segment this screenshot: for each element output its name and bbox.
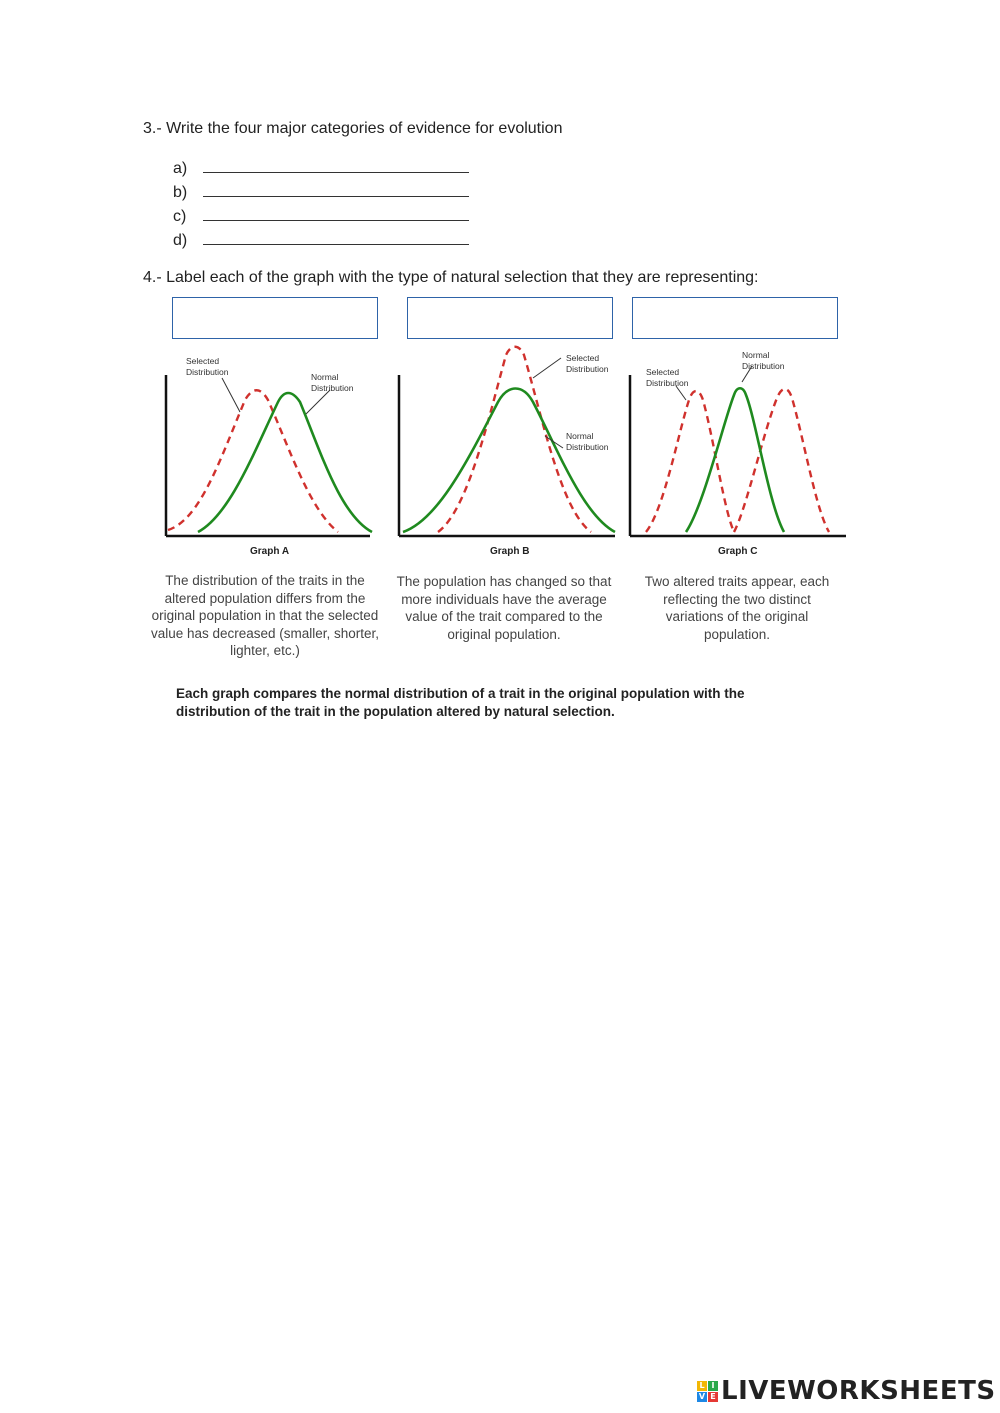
- answer-letter: b): [173, 184, 188, 201]
- graphs-note: Each graph compares the normal distribution of a trait in the original population with the distribution of the trait in the population altered by natural selection.: [176, 686, 745, 719]
- graph-a-selected-label: Selected Distribution: [186, 356, 229, 377]
- answer-d-row: [173, 230, 469, 250]
- graph-b-normal-label: Normal Distribution: [566, 431, 609, 452]
- answer-letter: c): [173, 208, 187, 225]
- label-box-graph-a[interactable]: [172, 297, 378, 339]
- answer-b-input[interactable]: [203, 182, 469, 197]
- graph-c-normal-label: Normal Distribution: [742, 350, 785, 371]
- logo-tile: I: [708, 1381, 718, 1391]
- answer-c-row: [173, 206, 469, 226]
- answer-letter: d): [173, 232, 188, 249]
- answer-a-row: [173, 158, 469, 178]
- graph-a-selected-pointer: [222, 378, 240, 412]
- question-4-text: 4.- Label each of the graph with the type of natural selection that they are representing:: [143, 269, 759, 286]
- graph-a-selected-curve: [168, 390, 338, 532]
- graph-b-normal-curve: [403, 389, 615, 533]
- answer-c-input[interactable]: [203, 206, 469, 221]
- answer-b-row: [173, 182, 469, 202]
- graph-b-title: Graph B: [490, 546, 530, 557]
- graph-c-title: Graph C: [718, 546, 758, 557]
- liveworksheets-logo-icon: [697, 1381, 718, 1402]
- graph-b-selected-label: Selected Distribution: [566, 353, 609, 374]
- liveworksheets-wordmark: LIVEWORKSHEETS: [721, 1376, 996, 1406]
- graph-a-description: The distribution of the traits in the altered population differs from the original population in that the selected value has decreased (smaller, shorter, lighter, etc.): [150, 573, 380, 658]
- question-3-text: 3.- Write the four major categories of evidence for evolution: [143, 120, 563, 137]
- graph-b-description: The population has changed so that more individuals have the average value of the trait compared to the original population.: [396, 574, 612, 642]
- graph-c-selected-curve-left: [646, 391, 734, 532]
- graph-a-title: Graph A: [250, 546, 290, 557]
- logo-tile: V: [698, 1391, 706, 1401]
- liveworksheets-brand: [697, 1376, 996, 1406]
- graph-c-selected-curve-right: [734, 389, 829, 532]
- label-box-graph-b[interactable]: [407, 297, 613, 339]
- label-box-graph-c[interactable]: [632, 297, 838, 339]
- answer-letter: a): [173, 160, 188, 177]
- graph-c-selected-label: Selected Distribution: [646, 367, 689, 388]
- logo-tile: L: [697, 1381, 707, 1391]
- graph-a-normal-label: Normal Distribution: [311, 372, 354, 393]
- answer-d-input[interactable]: [203, 230, 469, 245]
- logo-tile: E: [708, 1392, 718, 1402]
- graph-c-description: Two altered traits appear, each reflecting the two distinct variations of the original population.: [644, 574, 830, 642]
- graph-b-selected-pointer: [533, 358, 561, 378]
- graph-a-normal-curve: [198, 393, 372, 532]
- answer-a-input[interactable]: [203, 158, 469, 173]
- graph-c-normal-curve: [686, 388, 784, 532]
